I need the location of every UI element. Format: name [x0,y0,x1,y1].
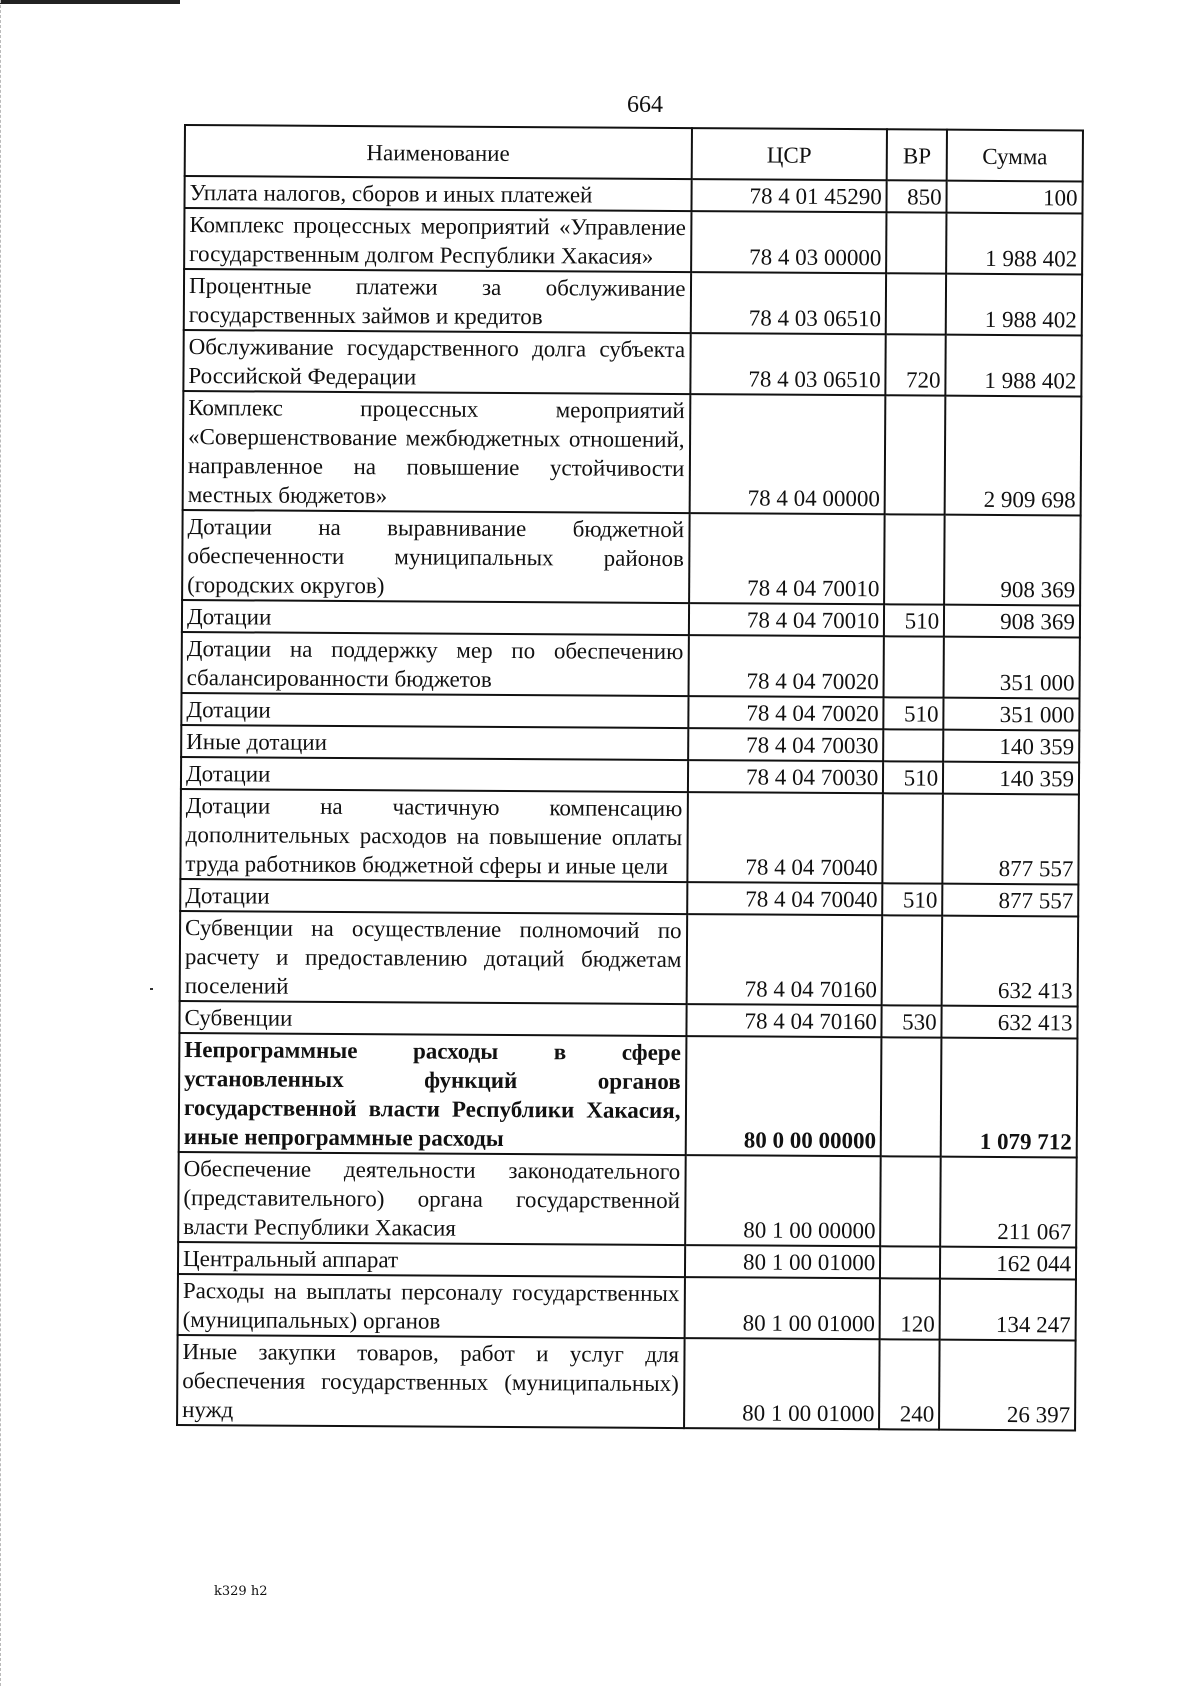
page-number: 664 [627,92,663,118]
row-csr-cell: 78 4 04 70010 [689,513,885,604]
footer-mark: k329 h2 [214,1584,268,1599]
row-vr-cell: 120 [880,1278,940,1339]
row-vr-cell: 240 [879,1339,939,1429]
scan-left-edge [0,0,2,1686]
row-name-cell: Дотации [181,757,688,792]
row-sum-cell: 134 247 [940,1279,1076,1341]
table-row [182,632,1080,698]
row-vr-cell [886,273,946,334]
row-name-cell: Уплата налогов, сборов и иных платежей [184,176,691,211]
row-sum-cell: 632 413 [942,916,1078,1007]
row-vr-cell [883,729,943,761]
header-vr: ВР [887,129,947,180]
table-row [183,391,1082,515]
row-csr-cell: 78 4 04 70040 [687,882,883,915]
header-sum: Сумма [947,130,1083,182]
row-vr-cell: 850 [887,180,947,212]
row-csr-cell: 78 4 04 70040 [687,792,883,883]
row-csr-cell: 78 4 04 70030 [687,760,883,793]
row-name-cell: Дотации [180,879,687,914]
header-csr: ЦСР [691,128,887,180]
row-sum-cell: 908 369 [944,605,1080,638]
row-vr-cell [886,212,946,273]
table-row [184,208,1082,274]
row-name-cell: Непрограммные расходы в сфере установленных функций органов государственной власти Республики Хакасия, иные непрограммные расходы [179,1033,686,1155]
table-row [177,1335,1076,1430]
row-name-cell: Комплекс процессных мероприятий «Совершенствование межбюджетных отношений, направленное на повышение устойчивости местных бюджетов» [183,391,690,513]
row-sum-cell: 140 359 [943,762,1079,795]
row-csr-cell: 80 1 00 01000 [684,1338,880,1429]
row-vr-cell: 530 [882,1005,942,1037]
row-vr-cell: 720 [886,334,946,395]
table-row [180,911,1079,1006]
row-name-cell: Расходы на выплаты персоналу государственных (муниципальных) органов [178,1274,685,1338]
row-name-cell: Процентные платежи за обслуживание государственных займов и кредитов [184,269,691,333]
row-vr-cell [884,514,944,604]
row-csr-cell: 78 4 04 70160 [686,1004,882,1037]
row-name-cell: Дотации на выравнивание бюджетной обеспеченности муниципальных районов (городских округов) [182,510,689,603]
row-csr-cell: 78 4 03 06510 [690,272,886,334]
table-row [183,330,1081,396]
row-name-cell: Субвенции [179,1001,686,1036]
row-sum-cell: 877 557 [942,884,1078,917]
scan-edge-mark [0,0,180,4]
row-sum-cell: 2 909 698 [945,396,1082,516]
row-csr-cell: 78 4 04 70160 [686,914,882,1005]
row-sum-cell: 211 067 [940,1157,1076,1248]
row-name-cell: Иные закупки товаров, работ и услуг для обеспечения государственных (муниципальных) нужд [177,1335,684,1428]
row-vr-cell [885,395,946,514]
row-sum-cell: 1 988 402 [946,213,1082,275]
row-sum-cell: 1 988 402 [946,274,1082,336]
row-sum-cell: 908 369 [944,515,1080,606]
row-name-cell: Субвенции на осуществление полномочий по расчету и предоставлению дотаций бюджетам поселений [180,911,687,1004]
row-csr-cell: 78 4 04 70010 [688,603,884,636]
row-vr-cell: 510 [883,761,943,793]
row-sum-cell: 100 [947,181,1083,214]
table-row [184,269,1082,335]
row-vr-cell [882,915,942,1005]
table-row [178,1152,1077,1247]
table-row [180,789,1079,884]
row-csr-cell: 80 1 00 01000 [684,1277,880,1339]
budget-table [176,124,1084,1431]
row-sum-cell: 26 397 [939,1340,1075,1431]
row-vr-cell [883,793,943,883]
row-name-cell: Дотации [182,600,689,635]
row-sum-cell: 351 000 [943,698,1079,731]
row-vr-cell [881,1037,942,1156]
scan-speck [150,988,153,990]
row-csr-cell: 78 4 03 06510 [690,333,886,395]
row-csr-cell: 80 0 00 00000 [685,1036,881,1156]
row-csr-cell: 78 4 04 70020 [688,635,884,697]
row-sum-cell: 1 988 402 [945,335,1081,397]
row-vr-cell: 510 [884,697,944,729]
row-name-cell: Комплекс процессных мероприятий «Управление государственным долгом Республики Хакасия» [184,208,691,272]
row-csr-cell: 80 1 00 01000 [684,1245,880,1278]
row-name-cell: Иные дотации [181,725,688,760]
row-csr-cell: 78 4 01 45290 [691,179,887,212]
row-csr-cell: 80 1 00 00000 [685,1155,881,1246]
row-vr-cell [880,1246,940,1278]
row-csr-cell: 78 4 04 70030 [688,728,884,761]
table-row [178,1274,1076,1340]
row-csr-cell: 78 4 04 00000 [689,394,885,514]
row-name-cell: Дотации на частичную компенсацию дополнительных расходов на повышение оплаты труда работников бюджетной сферы и иные цели [180,789,687,882]
row-sum-cell: 351 000 [944,637,1080,699]
table-row [179,1033,1078,1157]
row-sum-cell: 140 359 [943,730,1079,763]
row-vr-cell: 510 [882,883,942,915]
row-csr-cell: 78 4 03 00000 [691,211,887,273]
row-vr-cell [884,636,944,697]
table-row [182,510,1081,605]
row-name-cell: Дотации на поддержку мер по обеспечению сбалансированности бюджетов [182,632,689,696]
row-sum-cell: 1 079 712 [941,1038,1078,1158]
table-header-row [185,125,1083,181]
row-name-cell: Обслуживание государственного долга субъекта Российской Федерации [183,330,690,394]
row-vr-cell: 510 [884,604,944,636]
row-sum-cell: 162 044 [940,1247,1076,1280]
row-sum-cell: 877 557 [943,794,1079,885]
table-body [177,176,1083,1430]
row-csr-cell: 78 4 04 70020 [688,696,884,729]
row-name-cell: Дотации [181,693,688,728]
row-sum-cell: 632 413 [942,1006,1078,1039]
row-name-cell: Обеспечение деятельности законодательного (представительного) органа государственной власти Республики Хакасия [178,1152,685,1245]
row-name-cell: Центральный аппарат [178,1242,685,1277]
header-name: Наименование [185,125,692,179]
row-vr-cell [880,1156,940,1246]
